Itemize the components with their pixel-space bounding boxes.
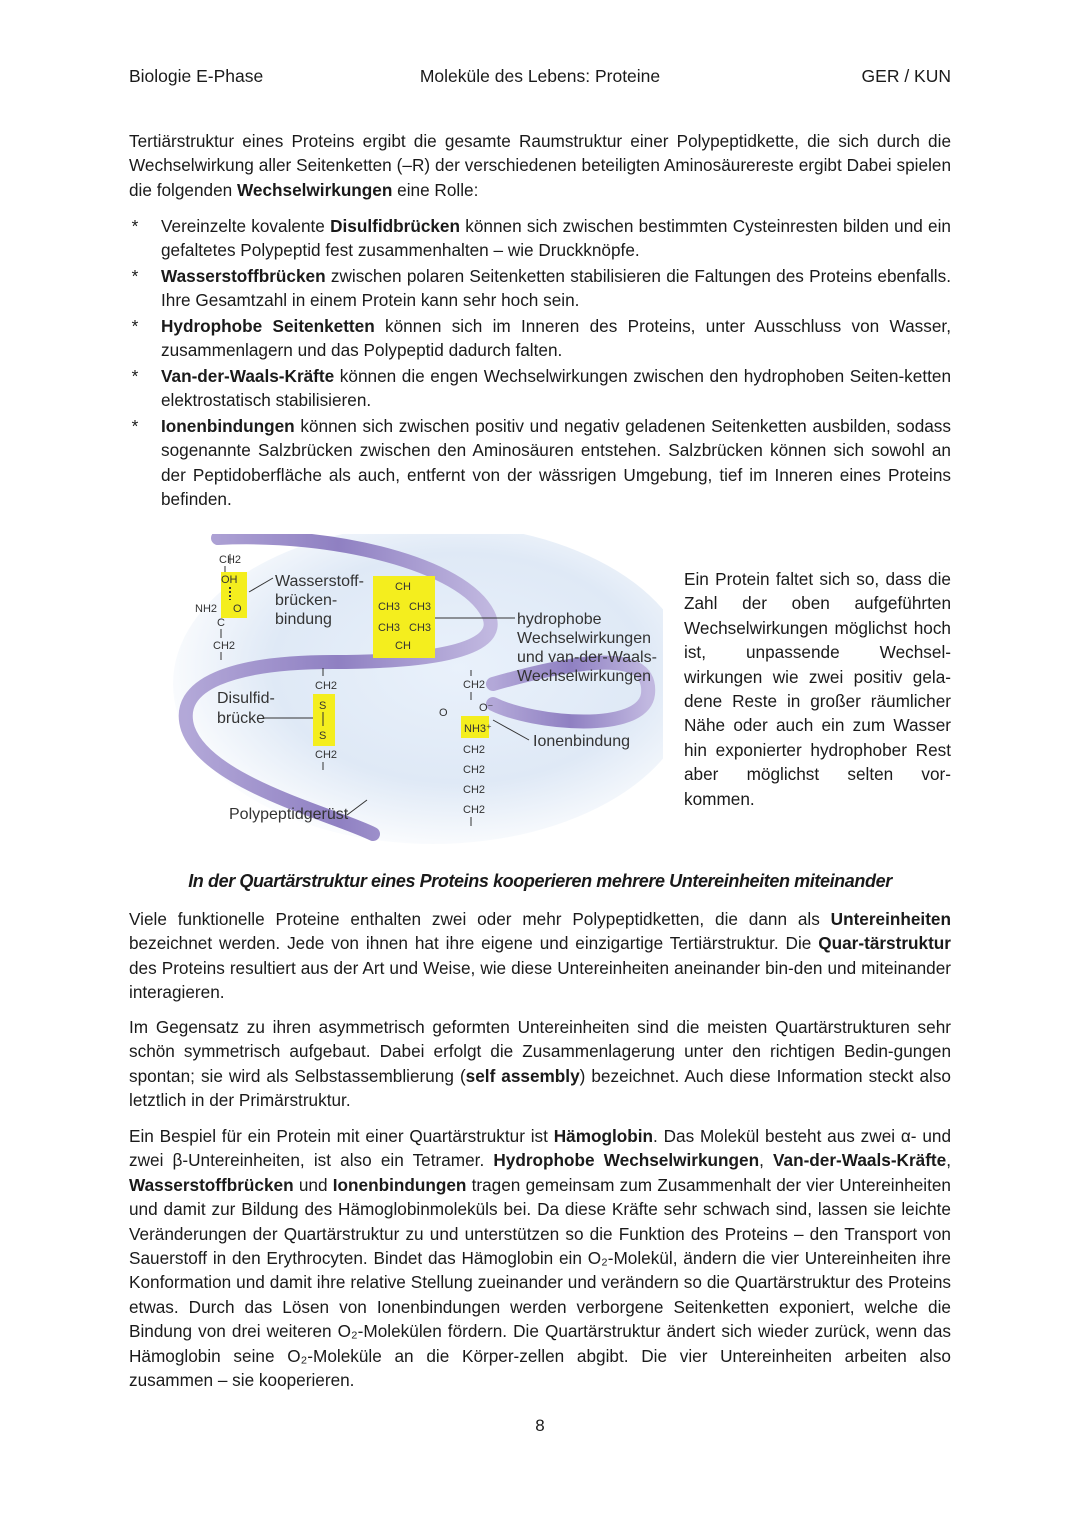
chem-oh: OH [221,574,238,586]
list-item-disulfide [129,214,951,263]
chem-nh2: NH2 [195,603,218,615]
bullet-term: Van-der-Waals-Kräfte [161,366,335,386]
chem-o-ionic: O [439,707,448,719]
bullet-text: zwischen polaren Seitenketten stabilisieren die Faltungen des Proteins ebenfalls. Ihre Gesamtzahl in einem Protein kann sehr hoch sein. [161,266,951,311]
chem-o-minus: O⁻ [479,702,494,714]
para1-text-3: des Proteins resultiert aus der Art und Weise, wie diese Untereinheiten aneinander bin-den und miteinander interagieren. [129,957,951,1003]
chem-ch2-i5: CH2 [463,804,486,816]
chem-ch3-1: CH3 [378,601,401,613]
list-item-hydrophobic [129,314,951,363]
para3-text-1: Ein Bespiel für ein Protein mit einer Quartärstruktur ist [129,1126,554,1146]
bullet-asterisk-icon: * [131,266,139,286]
paragraph-subunits [129,907,951,1005]
chem-ch2-b: CH2 [213,640,236,652]
label-hbond-line2: brücken- [275,592,338,609]
chem-ch3-3: CH3 [378,622,401,634]
para3-text-5: und [293,1174,333,1195]
label-ionic [533,733,630,750]
chem-ch2-i1: CH2 [463,679,486,691]
chem-ch-top: CH [395,581,411,593]
bullet-text: können sich im Inneren des Proteins, unter Ausschluss von Wasser, zusammenlagern und das Polypeptid dadurch falten. [161,316,951,361]
bullet-asterisk-icon: * [131,216,139,236]
label-hydrophobic-line2: Wechselwirkungen [517,630,651,647]
label-hydrophobic-line3: und van-der-Waals- [517,649,657,666]
label-backbone-text: Polypeptidgerüst [229,806,349,823]
para1-bold-2: Quar-tärstruktur [818,933,951,954]
chem-o: O [233,603,242,615]
para1-bold-1: Untereinheiten [830,909,951,929]
header-course: Biologie E-Phase [129,66,264,86]
para3-bold-2: Hydrophobe Wechselwirkungen [493,1150,760,1171]
header-authors: GER / KUN [861,66,951,86]
page-number: 8 [535,1416,545,1435]
bullet-pre: Vereinzelte kovalente [161,216,331,236]
chem-ch3-4: CH3 [409,622,432,634]
tertiary-structure-figure [133,534,663,854]
paragraph-self-assembly [129,1015,951,1113]
list-item-vdw [129,364,951,413]
para3-bold-1: Hämoglobin [553,1126,654,1146]
para2-bold-1: self assembly [465,1065,580,1086]
bullet-text: können sich zwischen positiv und negativ geladenen Seitenketten ausbilden, sodass sogenannte Salzbrücken zwischen den Aminosäuren entstehen. Salzbrücken können sich sowohl an der Peptidoberfläche als auch, entfernt von der wässrigen Umgebung, tief im Inneren eines Proteins befinden. [161,416,951,510]
para2-text-1: Im Gegensatz zu ihren asymmetrisch geformten Untereinheiten sind die meisten Quartärstrukturen sehr schön symmetrisch aufgebaut. Dabei erfolgt die Zusammenlagerung unter den richtigen Bedin-gungen spontan; sie wird als Selbstassemblierung ( [129,1017,951,1086]
bullet-text: können sich zwischen bestimmten Cysteinresten bilden und ein gefaltetes Polypeptid fest zusammenhalten – wie Druckknöpfe. [161,216,951,261]
chem-c: C [217,617,225,629]
para3-text-4: , [946,1150,951,1171]
list-item-ionic [129,414,951,512]
bullet-asterisk-icon: * [131,316,139,336]
figure-side-text: Ein Protein faltet sich so, dass die Zahl der oben aufgeführten Wechselwirkungen möglichst hoch ist, unpassende Wechsel-wirkungen wie zwei positiv gela-dene Reste in großer räumlicher Nähe oder auch ein zum Wasser hin exponierter hydrophober Rest aber möglichst selten vor-kommen. [684,569,951,809]
bullet-term: Wasserstoffbrücken [161,266,326,286]
chem-s2: S [319,730,327,742]
para3-text-6: tragen gemeinsam zum Zusammenhalt der vier Untereinheiten und damit zur Bildung des Hämoglobinmoleküls bei. Da diese Kräfte sehr schwach sind, lassen sie leichte Veränderungen der Quartärstruktur zu und unterstützen so die Funktion des Proteins – den Transport von Sauerstoff in den Erythrocyten. Bindet das Hämoglobin ein O₂-Molekül, ändern die vier Untereinheiten ihre Konformation und damit ihre relative Stellung zueinander und verändern so die Quartärstruktur des Proteins etwas. Durch das Lösen von Ionenbindungen werden verborgene Seitenketten exponiert, welche die Bindung von drei weiteren O₂-Molekülen fördern. Die Quartärstruktur ändert sich wieder zurück, wenn das Hämoglobin seine O₂-Moleküle an die Körper-zellen abgibt. Die vier Untereinheiten arbeiten also zusammen – sie kooperieren. [129,1174,951,1391]
chem-ch2-i4: CH2 [463,784,486,796]
label-ionic-text: Ionenbindung [533,733,630,750]
para1-text-2: bezeichnet werden. Jede von ihnen hat ihre eigene und einzigartige Tertiärstruktur. Die [129,933,819,954]
para3-text-2: . Das Molekül besteht aus zwei α- und zwei β-Untereinheiten, ist also ein Tetramer. [129,1126,952,1171]
header-topic: Moleküle des Lebens: Proteine [419,66,661,86]
intro-paragraph [129,129,951,202]
para3-text-3: , [759,1150,774,1171]
label-hydrophobic-line4: Wechselwirkungen [517,668,651,685]
intro-bold-wechselwirkungen: Wechselwirkungen [237,179,393,200]
chem-ch2-ss2: CH2 [315,749,338,761]
chem-ch2-a: CH2 [219,554,242,566]
bullet-asterisk-icon: * [131,366,139,386]
chem-ch-bottom: CH [395,640,411,652]
chem-nh3: NH3⁺ [464,723,492,735]
interaction-list [129,214,951,513]
intro-text-2: eine Rolle: [392,179,479,200]
label-disulfide-line2: brücke [217,710,266,727]
para3-bold-4: Wasserstoffbrücken [129,1174,294,1195]
label-hydrophobic-line1: hydrophobe [517,611,602,628]
bullet-term: Ionenbindungen [161,416,295,436]
para3-bold-5: Ionenbindungen [332,1174,467,1195]
label-disulfide-line1: Disulfid- [217,690,275,707]
para3-bold-3: Van-der-Waals-Kräfte [773,1150,947,1171]
intro-text-1: Tertiärstruktur eines Proteins ergibt die gesamte Raumstruktur einer Polypeptidkette, die sich durch die Wechselwirkung aller Seitenketten (–R) der verschiedenen beteiligten Aminosäurereste ergibt Dabei spielen die folgenden [129,131,951,200]
chem-ch2-ss1: CH2 [315,680,338,692]
para1-text-1: Viele funktionelle Proteine enthalten zwei oder mehr Polypeptidketten, die dann als [129,909,831,929]
para2-text-2: ) bezeichnet. Auch diese Information steckt also letztlich in der Primärstruktur. [129,1065,951,1111]
section-heading: In der Quartärstruktur eines Proteins kooperieren mehrere Untereinheiten miteinander [188,871,892,891]
bullet-term: Disulfidbrücken [330,216,460,236]
chem-ch2-i2: CH2 [463,744,486,756]
label-hbond-line1: Wasserstoff- [275,573,364,590]
label-hbond-line3: bindung [275,611,332,628]
chem-s1: S [319,700,327,712]
bullet-text: können die engen Wechselwirkungen zwischen den hydrophoben Seiten-ketten elektrostatisch stabilisieren. [161,366,951,411]
chem-ch2-i3: CH2 [463,764,486,776]
disulfide-residues [313,668,337,770]
bullet-asterisk-icon: * [131,416,139,436]
chem-ch3-2: CH3 [409,601,432,613]
bullet-term: Hydrophobe Seitenketten [161,316,375,336]
paragraph-hemoglobin [129,1124,951,1392]
list-item-hbonds [129,264,951,313]
page-header [129,66,951,88]
